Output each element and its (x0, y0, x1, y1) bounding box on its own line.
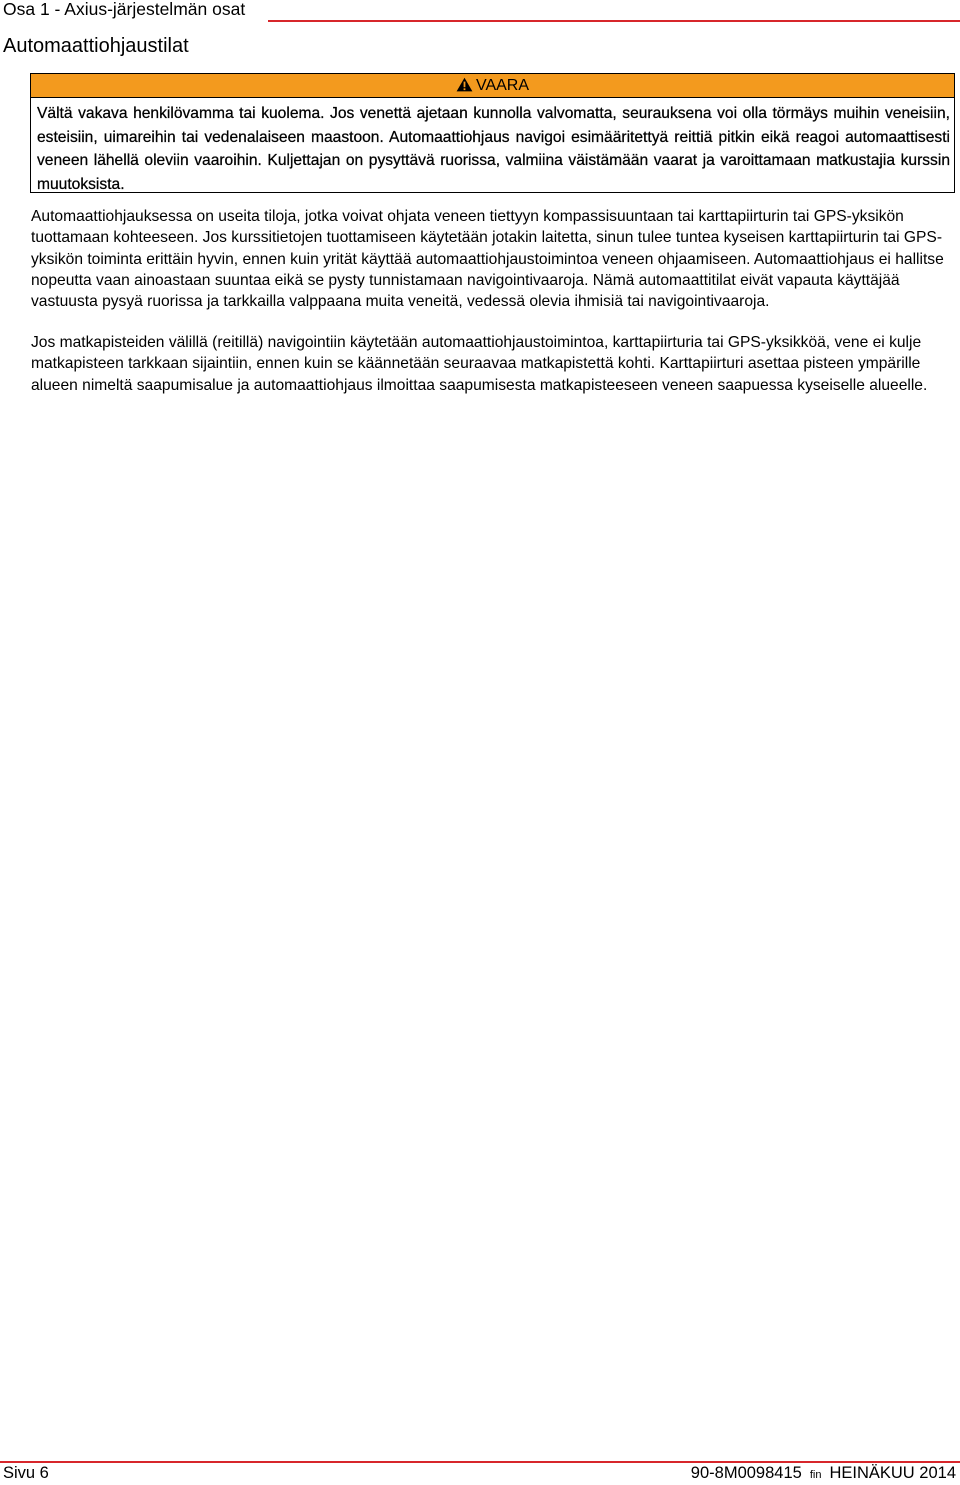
chapter-title: Osa 1 - Axius-järjestelmän osat (3, 0, 246, 19)
page-number: Sivu 6 (3, 1464, 49, 1482)
page-header (0, 0, 960, 22)
warning-triangle-icon (456, 77, 473, 92)
section-title: Automaattiohjaustilat (3, 35, 189, 57)
doc-number: 90-8M0098415 (690, 1464, 802, 1482)
danger-warning-box (30, 73, 955, 193)
warning-header (31, 74, 954, 98)
warning-label: VAARA (475, 77, 530, 94)
body-paragraph: Jos matkapisteiden välillä (reitillä) navigointiin käytetään automaattiohjaustoimintoa, karttapiirturia tai GPS-yksikköä, vene ei kulje matkapisteen tarkkaan sijaintiin, ennen kuin se käännetään seuraavaa matkapistettä kohti. Karttapiirturi asettaa pisteen ympärille alueen nimeltä saapumisalue ja automaattiohjaus ilmoittaa saapumisesta matkapisteeseen veneen saapuessa kyseiselle alueelle. (31, 334, 928, 394)
language-code: fin (809, 1469, 822, 1481)
footer-doc-info (691, 1463, 956, 1485)
header-rule (268, 20, 960, 22)
page-footer (0, 1459, 960, 1481)
warning-text: Vältä vakava henkilövamma tai kuolema. Jos venettä ajetaan kunnolla valvomatta, seurauksena voi olla törmäys muihin veneisiin, esteisiin, uimareihin tai vedenalaiseen maastoon. Automaattiohjaus navigoi esimääritettyä reittiä pitkin eikä reagoi automaattisesti veneen lähellä oleviin vaaroihin. Kuljettajan on pysyttävä ruorissa, valmiina väistämään vaarat ja varoittamaan matkustajia kurssin muutoksista. (37, 105, 950, 193)
body-paragraph: Automaattiohjauksessa on useita tiloja, jotka voivat ohjata veneen tiettyyn kompassisuuntaan tai karttapiirturin tai GPS-yksikön tuottamaan kohteeseen. Jos kurssitietojen tuottamiseen käytetään jotakin laitetta, sinun tulee tuntea kyseisen karttapiirturin tai GPS-yksikön toiminta erittäin hyvin, ennen kuin yrität käyttää automaattiohjaustoimintoa veneen ohjaamiseen. Automaattiohjaus ei hallitse nopeutta vaan ainoastaan suuntaa eikä se pysty tunnistamaan navigointivaaroja. Nämä automaattitilat eivät vapauta käyttäjää vastuusta pysyä ruorissa ja tarkkailla valppaana muita veneitä, vedessä olevia ihmisiä tai navigointivaaroja. (31, 208, 944, 311)
doc-date: HEINÄKUU 2014 (829, 1464, 956, 1482)
